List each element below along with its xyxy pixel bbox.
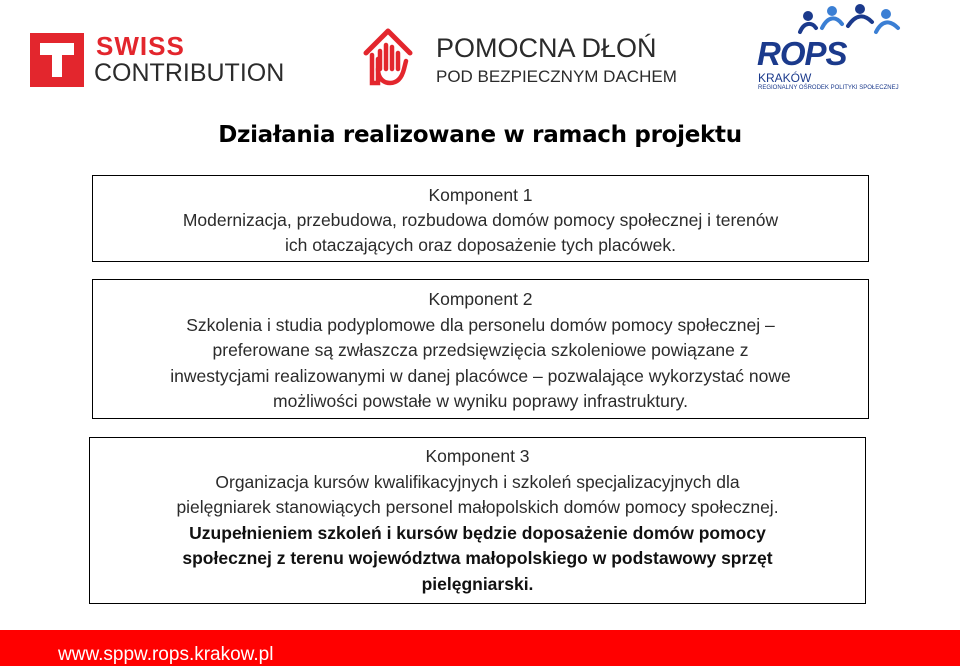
rops-logo-city: KRAKÓW bbox=[758, 71, 812, 85]
footer-website-link[interactable]: www.sppw.rops.krakow.pl bbox=[58, 644, 274, 665]
component-3-bold-line: pielęgniarski. bbox=[421, 573, 534, 594]
pomocna-logo-line1: POMOCNA DŁOŃ bbox=[436, 33, 657, 63]
component-2-text-line: preferowane są zwłaszcza przedsięwzięcia szkoleniowe powiązane z bbox=[212, 340, 749, 360]
footer-bar bbox=[0, 630, 960, 666]
component-1-heading: Komponent 1 bbox=[428, 185, 533, 205]
component-2-text-line: możliwości powstałe w wyniku poprawy infrastruktury. bbox=[273, 391, 688, 411]
swiss-flag-mark bbox=[40, 43, 74, 77]
component-1-text-line: Modernizacja, przebudowa, rozbudowa domów pomocy społecznej i terenów bbox=[182, 210, 779, 230]
rops-logo-name: ROPS bbox=[757, 35, 847, 72]
component-2-box bbox=[92, 279, 869, 419]
swiss-contribution-logo bbox=[30, 33, 300, 93]
component-1-text-line: ich otaczających oraz doposażenie tych placówek. bbox=[284, 235, 677, 255]
rops-logo-subtitle: REGIONALNY OŚRODEK POLITYKI SPOŁECZNEJ bbox=[758, 85, 899, 91]
component-3-bold-line: Uzupełnieniem szkoleń i kursów będzie doposażenie domów pomocy bbox=[189, 522, 766, 543]
rops-logo bbox=[752, 2, 952, 97]
swiss-logo-line2: CONTRIBUTION bbox=[94, 59, 285, 87]
component-3-heading: Komponent 3 bbox=[425, 446, 530, 466]
component-2-heading: Komponent 2 bbox=[428, 289, 533, 309]
component-1-box bbox=[92, 175, 869, 262]
component-3-box bbox=[89, 437, 866, 604]
component-3-text-line: Organizacja kursów kwalifikacyjnych i szkoleń specjalizacyjnych dla bbox=[215, 471, 740, 492]
page-title: Działania realizowane w ramach projektu bbox=[218, 122, 742, 148]
component-3-bold-line: społecznej z terenu województwa małopolskiego w podstawowy sprzęt bbox=[182, 548, 773, 568]
house-hand-icon bbox=[360, 25, 416, 89]
pomocna-logo-line2: POD BEZPIECZNYM DACHEM bbox=[436, 67, 677, 86]
swiss-flag-icon bbox=[30, 33, 84, 87]
component-2-text-line: Szkolenia i studia podyplomowe dla personelu domów pomocy społecznej – bbox=[186, 314, 775, 335]
component-3-text-line: pielęgniarek stanowiących personel małopolskich domów pomocy społecznej. bbox=[176, 497, 779, 517]
swiss-logo-line1: SWISS bbox=[96, 31, 185, 61]
pomocna-dlon-logo bbox=[360, 25, 690, 95]
component-2-text-line: inwestycjami realizowanymi w danej placówce – pozwalające wykorzystać nowe bbox=[170, 365, 791, 386]
